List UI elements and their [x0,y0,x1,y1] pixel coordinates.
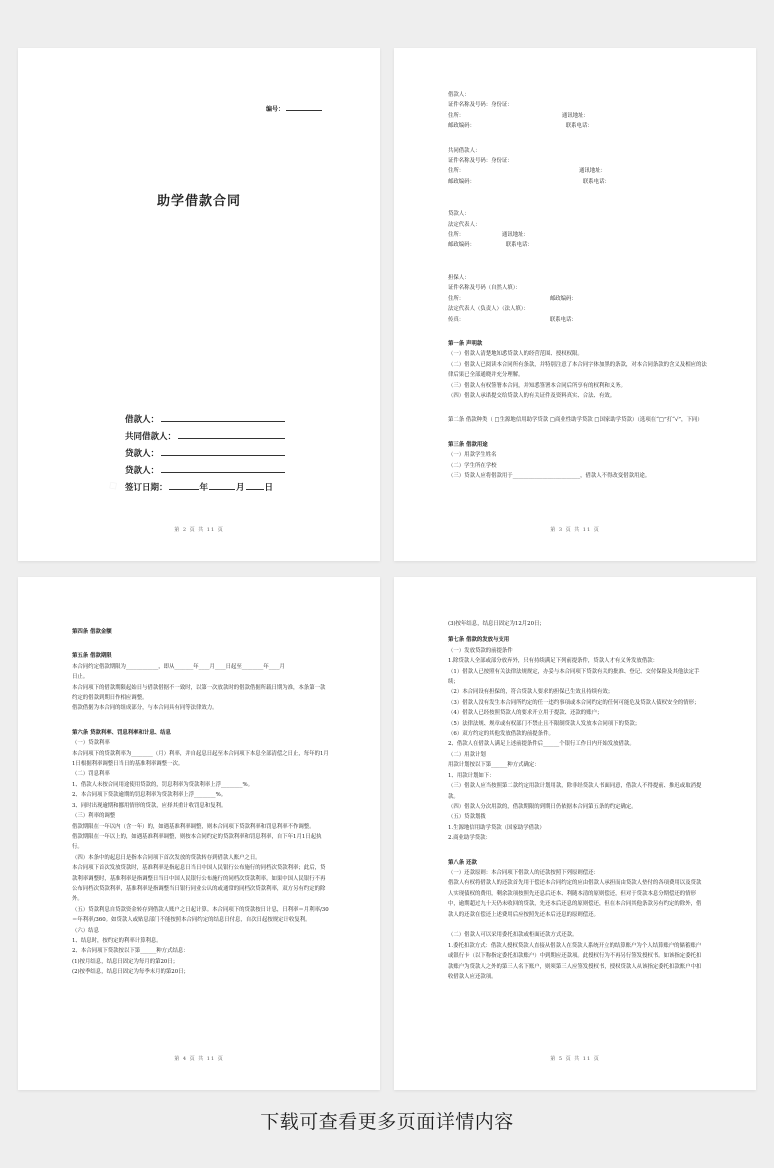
party-block [448,90,710,325]
page-footer: 第 4 页 共 11 页 [174,1056,224,1062]
spacer [448,844,706,858]
text-line: 借款借据为本合同的组成部分，与本合同具有同等法律效力。 [72,705,218,712]
field-line [178,438,285,439]
field-line [161,472,285,473]
text-line: （4）借款人已经按照贷款人的要求开立用于提款、还款的账户； [448,710,603,717]
text-line: 担保人： [448,274,470,281]
text-line: 法定代表人： [448,221,481,228]
watermark: ◇ [104,476,121,494]
text-line: 本合同约定借款期限为____________，即从_______年____月____日起至________年____月 [72,663,285,670]
text-line: （三）借款人应当按照第二款约定用款计划用款，除非经贷款人书面同意，借款人不得提前、推迟或取消提款。 [448,783,702,800]
contract-number [266,104,322,113]
text-line: （二）罚息利率 [72,771,110,778]
text-line: 贷款人： [448,211,470,218]
field-line [169,489,199,490]
text-line: 借款人有权将借款人的还款首先用于偿还本合同约定的应由借款人承担而由贷款人垫付的各项费用以及贷款人实现债权的费用，剩余款项按照先还息后还本、利随本清的原则偿还，但对于贷款本息分期偿还的情形中，逾期超过九十天仍未收回的贷款，先还本后还息的原则偿还，但在本合同其他条款另有约定的除外，借款人的还款在偿还上述费用后应按照先还本后还息的原则偿还。 [448,880,702,918]
article-title: 第七条 借款的发放与支用 [448,637,510,644]
document-page-cover [18,48,380,561]
text-line: 证件名称及号码（自然人填）： [448,285,521,292]
text-line: 借款期限在一年以上的，如遇基准利率调整，则按本合同约定的贷款利率和罚息利率，自下年1月1日起执行。 [72,833,322,851]
article-title: 第五条 借款期限 [72,653,112,660]
text-line: 住所： 通讯地址： [448,112,589,119]
text-line: 本合同项下的贷款利率为________（月）利率，并自起息日起至本合同项下本息全部清偿之日止，每年的1月1日根据利率调整日当日的基准利率调整一次。 [72,750,329,768]
text-line: 3、同时出现逾期和挪用情形的贷款，应择其重计收罚息和复利。 [72,802,227,809]
text-line: （五）贷款利息自贷款资金转存到借款人账户之日起计算。本合同项下的贷款按日计息，日利率＝月利率/30＝年利率/360。如贷款人或贴息部门不能按照本合同约定的结息日付息，自次日起按规定计收复利。 [72,906,329,924]
article-2: 第二条 借款种类（ □生源地信用助学贷款 □商业性助学贷款 □国家助学贷款）（选项在“□”打“√”，下同） [448,417,703,424]
text-line: 1、用款计划如下： [448,772,495,779]
document-page-terms-1 [18,577,380,1090]
page-content [448,90,710,481]
field-line [246,489,264,490]
field-lender-label: 贷款人： [125,449,160,459]
text-line: (3)按年结息，结息日固定为12月20日； [448,621,545,627]
text-line: (1)按月结息，结息日固定为每月的第20日； [72,958,179,965]
day-label: 日 [264,483,274,493]
field-date-label: 签订日期： [125,483,168,493]
text-line: 2、借款人在借款人满足上述前提条件后______个银行工作日内开始发放借款。 [448,741,635,748]
year-label: 年 [199,483,209,493]
field-co-borrower [125,425,285,442]
text-line: （一）还款原则：本合同项下借款人的还款按照下列原则偿还： [448,869,599,876]
text-line: 法定代表人（负责人）（法人填）： [448,306,529,313]
text-line: 本合同项下首次发放贷款时，基准利率是指起息日当日中国人民银行公布施行的同档次贷款利率；此后，贷款利率调整时，基准利率是指调整日当日中国人民银行公布施行的同档次贷款利率。如果中国人民银行不再公布同档次贷款利率，基准利率是指调整当日银行同业公认的或通常的同档次贷款利率，双方另有约定的除外。 [72,865,326,903]
text-line: （二）借款人可以采用委托扣款或柜面还款方式还款。 [448,932,578,939]
article-title: 第六条 贷款利率、罚息利率和计息、结息 [72,729,171,736]
text-line: 邮政编码： 联系电话： [448,178,610,185]
page-content [72,627,330,978]
field-borrower-label: 借款人： [125,415,160,425]
text-line: 借款期限在一年以内（含一年）的，如遇基准利率调整，则本合同项下贷款利率和罚息利率不作调整。 [72,823,315,830]
page-content [448,619,706,983]
article-title: 第一条 声明款 [448,340,483,347]
text-line: 本合同项下的借款期限起始日与借款借据不一致时，以第一次放款时的借款借据所载日期为准，本条第一款约定的借款到期日作相应调整。 [72,684,326,702]
text-line: 用款计划按以下第______种方式确定： [448,762,540,769]
download-caption: 下载可查看更多页面详情内容 [260,1111,514,1133]
cover-fields [125,408,285,493]
text-line: （六）结息 [72,927,99,934]
text-line: （3）借款人没有发生本合同所约定的任一违约事项或本合同约定的任何可能危及贷款人债权安全的情形； [448,699,700,706]
cover-title: 助学借款合同 [156,194,241,209]
text-line: 住所： 邮政编码： [448,295,577,302]
spacer [72,637,330,651]
document-page-terms-2 [394,577,756,1090]
spacer [448,132,710,146]
text-line: （一）贷款利率 [72,740,110,747]
article-title: 第四条 借款金额 [72,629,112,635]
page-footer: 第 3 页 共 11 页 [550,527,600,533]
spacer [448,325,710,339]
text-line: （四）本条中的起息日是指本合同项下首次发放的贷款转存到借款人账户之日。 [72,854,261,861]
text-line: (2)按季结息，结息日固定为每季末月的第20日； [72,969,189,976]
text-line: 1、结息时，按约定的利率计算利息。 [72,937,162,944]
spacer [72,714,330,728]
text-line: （四）借款人分次用款的，借款期限的到期日仍依据本合同第五条的约定确定。 [448,803,637,810]
spacer [448,187,710,209]
text-line: （三）借款人有权签署本合同，并知悉签署本合同后所享有的权利和义务。 [448,382,626,389]
text-line: 1.除贷款人全部或部分放弃外，只有持续满足下列前提条件，贷款人才有义务发放借款： [448,658,658,665]
text-line: 2.商业助学贷款： [448,835,491,842]
spacer [448,426,710,440]
text-line: 住所： 通讯地址： [448,232,529,239]
month-label: 月 [236,483,245,493]
text-line: 1.生源地信用助学贷款（国家助学借款） [448,824,545,831]
text-line: （一）借款人清楚地知悉贷款人的经营范围、授权权限。 [448,351,583,358]
text-line: 证件名称及号码：身份证： [448,102,513,109]
spacer [448,251,710,273]
text-line: 共同借款人： [448,147,481,154]
text-line: （2）本合同设有担保的，符合贷款人要求的担保已生效且持续有效； [448,689,614,696]
field-lender-2-label: 贷款人： [125,466,160,476]
text-line: （二）用款计划 [448,751,486,758]
text-line: 邮政编码： 联系电话： [448,123,593,130]
contract-number-label: 编号： [265,106,284,113]
document-page-parties [394,48,756,561]
text-line: （1）借款人已按照有关法律法规规定，办妥与本合同项下贷款有关的批准、登记、交付保险及其他法定手续； [448,668,700,686]
page-footer: 第 2 页 共 11 页 [174,527,224,533]
text-line: （一）用款学生姓名 [448,452,497,459]
text-line: （三）贷款人应将借款用于_________________________，借款人不得改变借款用途。 [448,472,651,479]
text-line: 日止。 [72,674,89,681]
text-line: 2、本合同项下贷款逾期的罚息利率为贷款利率上浮________%。 [72,792,227,799]
text-line: （二）学生所在学校 [448,462,497,469]
text-line: 1.委托扣款方式：借款人授权贷款人直接从借款人在贷款人系统开立的结算账户为个人结算账户的储蓄账户或银行卡（以下称指定委托扣款账户）中到期应还款项。此授权行为不再另行签发授权书。如该指定委托扣款账户为贷款人之外的第三人名下账户，则须第三人应签发授权书，授权贷款人从该指定委托扣款账户中扣收借款人应还款项。 [448,942,702,980]
text-line: （四）借款人承诺提交给贷款人的有关证件及资料真实、合法、有效。 [448,392,616,399]
text-line: 2、本合同项下贷款按以下第______种方式结息： [72,948,189,955]
article-title: 第八条 还款 [448,859,477,866]
field-line [161,421,285,422]
field-line [209,489,235,490]
page-footer: 第 5 页 共 11 页 [550,1056,600,1062]
text-line: 住所： 通讯地址： [448,168,606,175]
field-borrower [125,408,285,425]
field-line [161,455,285,456]
text-line: 证件名称及号码：身份证： [448,158,513,165]
text-line: （二）借款人已阅读本合同所有条款，并特别注意了本合同字体加黑的条款，对本合同条款的含义及相应的法律后果已全部通晓并充分理解。 [448,361,707,379]
contract-number-line [286,110,322,111]
text-line: 邮政编码： 联系电话： [448,242,533,249]
text-line: （三）利率的调整 [72,813,116,820]
text-line: （五）贷款划拨 [448,814,486,821]
field-lender-2 [125,459,285,476]
field-sign-date [125,476,285,493]
text-line: （5）法律法规、规章或有权部门不禁止且不限制贷款人发放本合同项下的贷款； [448,720,641,727]
text-line: 传真： 联系电话： [448,316,577,323]
field-lender [125,442,285,459]
text-line: 1、借款人未按合同用途使用贷款的，罚息利率为贷款利率上浮________%。 [72,781,254,788]
article-title: 第三条 借款用途 [448,441,488,448]
text-line: （一）发放贷款的前提条件 [448,647,513,654]
spacer [448,401,710,415]
text-line: （6）双方约定的其他发放借款的前提条件。 [448,731,554,738]
field-co-borrower-label: 共同借款人： [125,432,177,442]
text-line: 借款人： [448,92,470,98]
